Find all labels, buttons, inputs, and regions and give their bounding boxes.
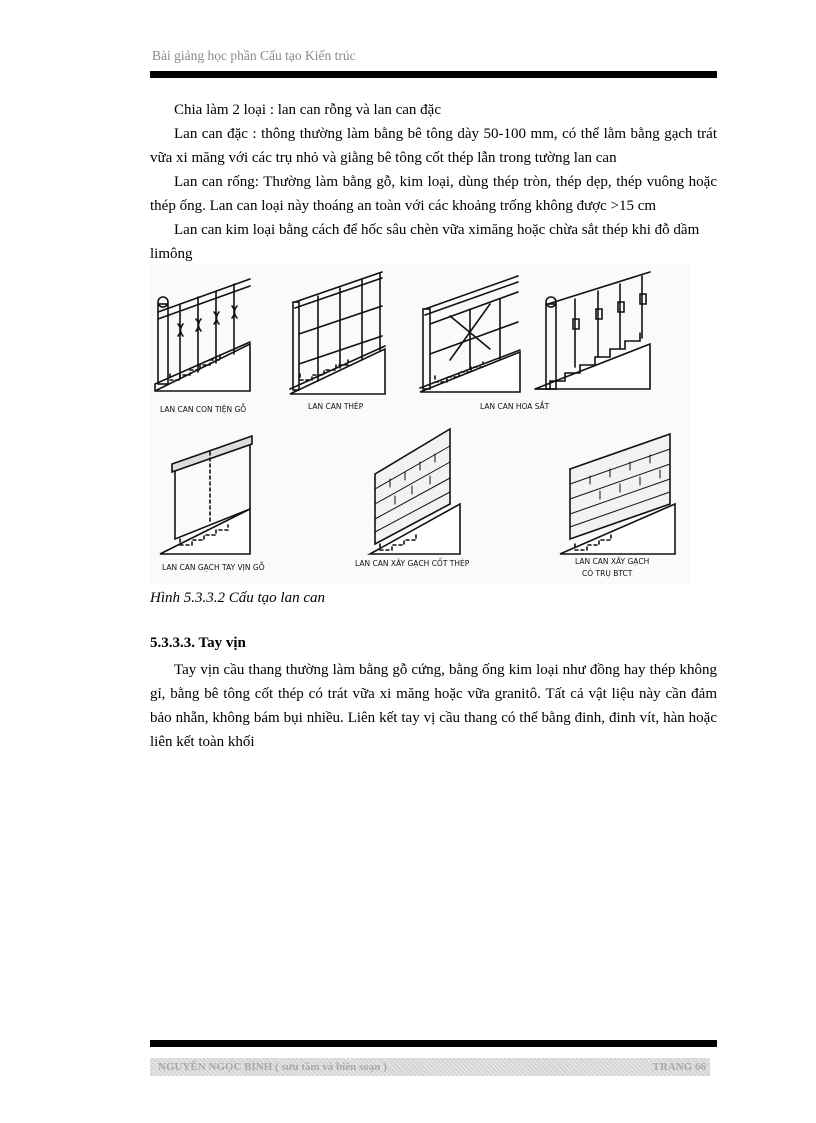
figure-caption: Hình 5.3.3.2 Cấu tạo lan can [150,590,325,606]
panel-ornamental-stair-railing [535,272,650,389]
body-text-top [150,98,717,266]
railing-figure [150,264,691,584]
panel-brick-reinforced-steel [370,429,460,554]
footer-bar [150,1058,710,1076]
paragraph-metal-railing-end: limông [150,246,193,262]
body-text-bottom [150,658,717,754]
label-wood-baluster: LAN CAN CON TIỆN GỖ [160,405,247,414]
panel-brick-wall-wood-handrail [160,436,252,554]
page-header-title: Bài giảng học phần Cấu tạo Kiến trúc [152,48,356,63]
header-rule [150,71,717,78]
panel-wrought-iron-railing [420,276,520,392]
footer-page-number: TRANG 66 [652,1061,706,1073]
label-brick-steel: LAN CAN XÂY GẠCH CỐT THÉP [355,559,470,568]
footer-rule [150,1040,717,1047]
panel-brick-concrete-posts [560,434,675,554]
label-wrought-iron: LAN CAN HOA SẮT [480,402,550,411]
paragraph-types: Chia làm 2 loại : lan can rỗng và lan can đặc [174,102,441,118]
paragraph-open-railing: Lan can rống: Thường làm bằng gỗ, kim loại, dùng thép tròn, thép dẹp, thép vuông hoặc thép ống. Lan can loại này thoáng an toàn với các khoảng trống không được >15 cm [150,174,717,214]
panel-wood-baluster-railing [155,279,250,391]
label-steel: LAN CAN THÉP [308,402,364,411]
label-brick-posts-2: CÓ TRỤ BTCT [582,569,633,578]
panel-steel-railing [290,272,385,394]
label-brick-posts-1: LAN CAN XÂY GẠCH [575,557,650,566]
section-heading: 5.3.3.3. Tay vịn [150,635,246,651]
label-brick-wood: LAN CAN GẠCH TAY VỊN GỖ [162,563,265,572]
paragraph-handrail: Tay vịn cầu thang thường làm bằng gỗ cứng, bằng ống kim loại như đồng hay thép không gỉ, bằng bê tông cốt thép có trát vữa xi măng hoặc vữa granitô. Tất cả vật liệu này cần đảm bảo nhẵn, không bám bụi nhiều. Liên kết tay vị cầu thang có thể bằng đinh, đinh vít, hàn hoặc liên kết toàn khối [150,662,717,750]
footer-author: NGUYỄN NGỌC BÌNH ( sưu tầm và biên soạn ) [158,1061,387,1073]
railing-illustrations [150,264,691,584]
paragraph-metal-railing: Lan can kim loại bằng cách để hốc sâu chèn vữa ximăng hoặc chừa sắt thép khi đỗ dầm [174,222,700,238]
paragraph-solid-railing: Lan can đặc : thông thường làm bằng bê tông dày 50-100 mm, có thể lằm bằng gạch trát vữa xi măng với các trụ nhỏ và giằng bê tông cốt thép lẫn trong tường lan can [150,126,717,166]
